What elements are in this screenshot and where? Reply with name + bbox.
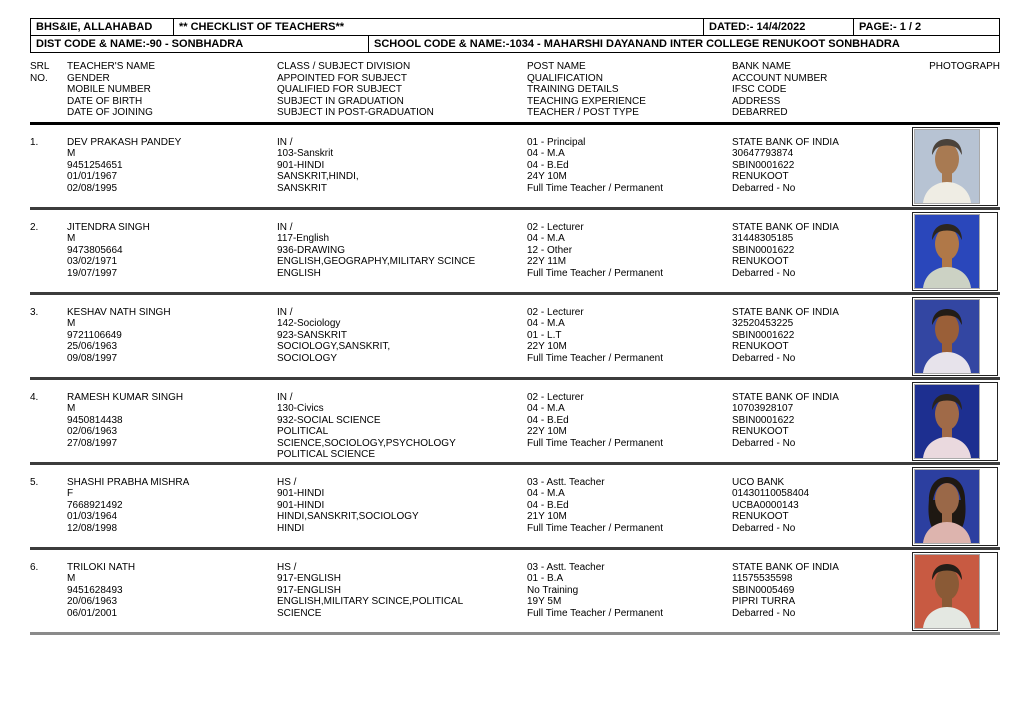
photo-cell [912, 382, 998, 461]
bank-line: UCO BANK [732, 476, 785, 488]
class-line: HS / [277, 561, 297, 573]
class-line: 917-ENGLISH [277, 573, 341, 584]
col-header-line: TEACHING EXPERIENCE [527, 95, 646, 107]
srl-cell: 3. [30, 306, 39, 318]
post-line: 21Y 10M [527, 511, 567, 522]
post-cell [527, 465, 732, 547]
col-header-teacher [67, 61, 277, 119]
bank-line: Debarred - No [732, 267, 796, 279]
document-content [30, 18, 1000, 635]
class-line: SOCIOLOGY,SANSKRIT, [277, 341, 391, 352]
bank-line: Debarred - No [732, 607, 796, 619]
post-line: 03 - Astt. Teacher [527, 476, 605, 488]
teacher-line: 9473805664 [67, 244, 123, 256]
col-header-line: QUALIFICATION [527, 72, 603, 84]
post-line: 04 - M.A [527, 233, 565, 244]
teacher-line: 7668921492 [67, 499, 123, 511]
col-header-line: SUBJECT IN GRADUATION [277, 95, 404, 107]
col-header-class [277, 61, 527, 119]
bank-line: RENUKOOT [732, 341, 789, 352]
bank-line: SBIN0001622 [732, 414, 795, 426]
bank-line: SBIN0001622 [732, 244, 795, 256]
teacher-line: 9721106649 [67, 329, 122, 341]
class-line: IN / [277, 391, 293, 403]
teacher-photo [914, 129, 980, 204]
srl-cell: 4. [30, 391, 39, 403]
header-row-2 [31, 35, 999, 52]
col-header-line: NO. [30, 72, 48, 84]
table-row [30, 210, 1000, 295]
col-header-photograph: PHOTOGRAPH [929, 61, 1000, 72]
bank-cell [732, 125, 917, 207]
table-row [30, 380, 1000, 465]
class-line: 117-English [277, 233, 330, 244]
class-line: 103-Sanskrit [277, 148, 334, 159]
post-line: 19Y 5M [527, 596, 562, 607]
teacher-line: TRILOKI NATH [67, 561, 136, 573]
col-header-line: TRAINING DETAILS [527, 84, 619, 95]
class-line: 130-Civics [277, 403, 324, 414]
teacher-cell [67, 210, 277, 292]
class-subject-cell [277, 465, 527, 547]
post-line: Full Time Teacher / Permanent [527, 267, 663, 279]
table-row [30, 465, 1000, 550]
bank-line: Debarred - No [732, 352, 796, 364]
post-line: 02 - Lecturer [527, 221, 584, 233]
teacher-line: 20/06/1963 [67, 596, 118, 607]
class-subject-cell [277, 210, 527, 292]
col-header-line: ACCOUNT NUMBER [732, 72, 828, 84]
teacher-photo [914, 554, 980, 629]
col-header-line: SRL [30, 61, 50, 72]
col-header-line: APPOINTED FOR SUBJECT [277, 72, 408, 84]
class-line: HINDI,SANSKRIT,SOCIOLOGY [277, 511, 419, 522]
col-header-line: TEACHER / POST TYPE [527, 107, 639, 118]
teacher-line: 9450814438 [67, 414, 123, 426]
teacher-line: 9451628493 [67, 584, 123, 596]
post-line: Full Time Teacher / Permanent [527, 352, 663, 364]
teacher-line: 12/08/1998 [67, 522, 118, 534]
bank-cell [732, 295, 917, 377]
teacher-cell [67, 550, 277, 632]
srl-cell: 1. [30, 136, 39, 148]
class-line: SOCIOLOGY [277, 352, 338, 364]
bank-line: STATE BANK OF INDIA [732, 221, 839, 233]
class-line: 901-HINDI [277, 499, 325, 511]
srl-cell: 5. [30, 476, 39, 488]
post-cell [527, 125, 732, 207]
post-line: 22Y 10M [527, 341, 567, 352]
class-line: POLITICAL SCIENCE [277, 449, 375, 460]
bank-line: UCBA0000143 [732, 499, 799, 511]
teacher-line: 09/08/1997 [67, 352, 118, 364]
bank-line: 10703928107 [732, 403, 794, 414]
teacher-line: JITENDRA SINGH [67, 221, 150, 233]
document-title: ** CHECKLIST OF TEACHERS** [173, 19, 703, 35]
class-line: SANSKRIT,HINDI, [277, 171, 359, 182]
post-line: 04 - M.A [527, 318, 565, 329]
teacher-line: 06/01/2001 [67, 607, 118, 619]
teacher-photo [914, 384, 980, 459]
bank-line: RENUKOOT [732, 426, 789, 437]
col-header-line: DATE OF BIRTH [67, 95, 143, 107]
class-line: 901-HINDI [277, 159, 325, 171]
column-headers [30, 61, 1000, 125]
post-line: 04 - B.Ed [527, 159, 569, 171]
post-line: Full Time Teacher / Permanent [527, 182, 663, 194]
page-number: PAGE:- 1 / 2 [853, 19, 999, 35]
teacher-line: 27/08/1997 [67, 437, 118, 449]
post-line: No Training [527, 584, 579, 596]
post-cell [527, 295, 732, 377]
bank-cell [732, 465, 917, 547]
post-line: 12 - Other [527, 244, 573, 256]
bank-line: 30647793874 [732, 148, 794, 159]
post-cell [527, 380, 732, 462]
post-line: 01 - Principal [527, 136, 586, 148]
class-line: IN / [277, 136, 293, 148]
class-line: HINDI [277, 522, 305, 534]
class-subject-cell [277, 125, 527, 207]
class-line: 936-DRAWING [277, 244, 345, 256]
class-line: 923-SANSKRIT [277, 329, 348, 341]
col-header-line: MOBILE NUMBER [67, 84, 151, 95]
photo-cell [912, 297, 998, 376]
teacher-line: SHASHI PRABHA MISHRA [67, 476, 190, 488]
table-row [30, 295, 1000, 380]
bank-line: 11575535598 [732, 573, 793, 584]
bank-cell [732, 210, 917, 292]
district-code-name: DIST CODE & NAME:-90 - SONBHADRA [36, 38, 244, 50]
teacher-line: 01/01/1967 [67, 171, 118, 182]
class-line: IN / [277, 306, 293, 318]
table-row [30, 550, 1000, 635]
class-subject-cell [277, 550, 527, 632]
col-header-line: ADDRESS [732, 95, 781, 107]
bank-line: 31448305185 [732, 233, 794, 244]
bank-line: SBIN0001622 [732, 159, 795, 171]
photo-cell [912, 127, 998, 206]
bank-line: 01430110058404 [732, 488, 810, 499]
post-line: 04 - M.A [527, 148, 565, 159]
srl-cell: 2. [30, 221, 39, 233]
teacher-photo [914, 299, 980, 374]
class-line: SCIENCE [277, 607, 322, 619]
bank-line: STATE BANK OF INDIA [732, 561, 839, 573]
table-row [30, 125, 1000, 210]
teacher-line: F [67, 488, 74, 499]
col-header-line: TEACHER'S NAME [67, 61, 156, 72]
bank-cell [732, 550, 917, 632]
post-line: 04 - B.Ed [527, 414, 569, 426]
col-header-post [527, 61, 732, 119]
post-line: 04 - M.A [527, 403, 565, 414]
post-line: 04 - B.Ed [527, 499, 569, 511]
teacher-photo [914, 469, 980, 544]
post-cell [527, 210, 732, 292]
org-name: BHS&IE, ALLAHABAD [36, 21, 153, 33]
school-code-name: SCHOOL CODE & NAME:-1034 - MAHARSHI DAYANAND INTER COLLEGE RENUKOOT SONBHADRA [368, 36, 999, 52]
teacher-line: 03/02/1971 [67, 256, 118, 267]
post-line: 03 - Astt. Teacher [527, 561, 605, 573]
teacher-line: RAMESH KUMAR SINGH [67, 391, 184, 403]
photo-cell [912, 552, 998, 631]
teacher-line: 9451254651 [67, 159, 123, 171]
col-header-line: DATE OF JOINING [67, 107, 153, 118]
photo-cell [912, 212, 998, 291]
post-line: Full Time Teacher / Permanent [527, 607, 663, 619]
bank-line: SBIN0005469 [732, 584, 795, 596]
post-line: Full Time Teacher / Permanent [527, 437, 663, 449]
bank-line: RENUKOOT [732, 171, 789, 182]
srl-cell: 6. [30, 561, 39, 573]
teacher-line: M [67, 573, 76, 584]
post-line: 02 - Lecturer [527, 391, 584, 403]
bank-line: STATE BANK OF INDIA [732, 136, 839, 148]
bank-line: PIPRI TURRA [732, 596, 796, 607]
teacher-rows [30, 125, 1000, 635]
class-line: SCIENCE,SOCIOLOGY,PSYCHOLOGY [277, 437, 456, 449]
class-line: IN / [277, 221, 293, 233]
bank-cell [732, 380, 917, 462]
teacher-line: 01/03/1964 [67, 511, 118, 522]
col-header-line: BANK NAME [732, 61, 791, 72]
teacher-line: M [67, 233, 76, 244]
class-line: SANSKRIT [277, 182, 328, 194]
teacher-line: 02/06/1963 [67, 426, 118, 437]
col-header-line: QUALIFIED FOR SUBJECT [277, 84, 403, 95]
class-line: HS / [277, 476, 297, 488]
post-line: 02 - Lecturer [527, 306, 584, 318]
post-line: 22Y 10M [527, 426, 567, 437]
teacher-line: 02/08/1995 [67, 182, 118, 194]
bank-line: Debarred - No [732, 182, 796, 194]
class-line: 901-HINDI [277, 488, 325, 499]
teacher-line: M [67, 318, 76, 329]
teacher-cell [67, 465, 277, 547]
col-header-line: POST NAME [527, 61, 586, 72]
bank-line: Debarred - No [732, 522, 796, 534]
photo-cell [912, 467, 998, 546]
col-header-line: DEBARRED [732, 107, 788, 118]
bank-line: STATE BANK OF INDIA [732, 306, 839, 318]
class-line: 142-Sociology [277, 318, 341, 329]
header-row-1 [31, 19, 999, 35]
header-table [30, 18, 1000, 53]
bank-line: Debarred - No [732, 437, 796, 449]
teacher-line: DEV PRAKASH PANDEY [67, 136, 182, 148]
teacher-photo [914, 214, 980, 289]
teacher-cell [67, 295, 277, 377]
post-line: 01 - B.A [527, 573, 564, 584]
teacher-cell [67, 125, 277, 207]
dated-label: DATED:- 14/4/2022 [703, 19, 853, 35]
class-line: POLITICAL [277, 426, 329, 437]
col-header-bank [732, 61, 917, 119]
teacher-line: M [67, 403, 76, 414]
post-line: 22Y 11M [527, 256, 567, 267]
class-subject-cell [277, 295, 527, 377]
class-line: ENGLISH,MILITARY SCINCE,POLITICAL [277, 596, 464, 607]
teacher-cell [67, 380, 277, 462]
post-line: 01 - L.T [527, 329, 562, 341]
post-line: 04 - M.A [527, 488, 565, 499]
class-line: ENGLISH [277, 267, 321, 279]
post-line: 24Y 10M [527, 171, 567, 182]
teacher-line: KESHAV NATH SINGH [67, 306, 171, 318]
post-line: Full Time Teacher / Permanent [527, 522, 663, 534]
class-line: 917-ENGLISH [277, 584, 341, 596]
col-header-line: CLASS / SUBJECT DIVISION [277, 61, 411, 72]
post-cell [527, 550, 732, 632]
col-header-line: GENDER [67, 72, 110, 84]
col-header-line: IFSC CODE [732, 84, 787, 95]
bank-line: STATE BANK OF INDIA [732, 391, 839, 403]
class-line: 932-SOCIAL SCIENCE [277, 414, 381, 426]
class-subject-cell [277, 380, 527, 462]
col-header-line: SUBJECT IN POST-GRADUATION [277, 107, 434, 118]
bank-line: RENUKOOT [732, 511, 789, 522]
teacher-line: 19/07/1997 [67, 267, 118, 279]
bank-line: RENUKOOT [732, 256, 789, 267]
teacher-line: 25/06/1963 [67, 341, 118, 352]
bank-line: SBIN0001622 [732, 329, 795, 341]
class-line: ENGLISH,GEOGRAPHY,MILITARY SCINCE [277, 256, 476, 267]
col-header-srl [30, 61, 67, 119]
teacher-line: M [67, 148, 76, 159]
bank-line: 32520453225 [732, 318, 794, 329]
